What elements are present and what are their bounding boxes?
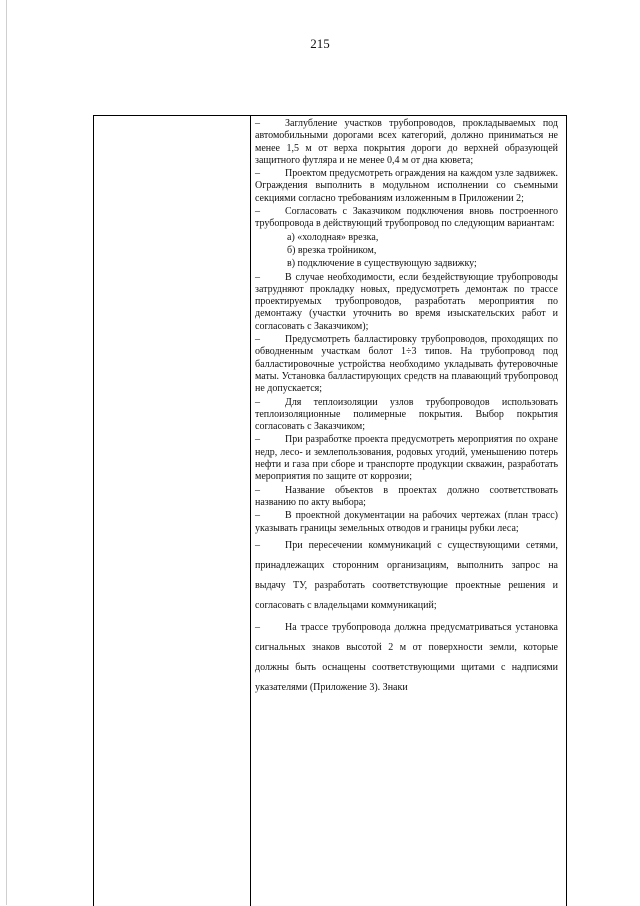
table-left-column [94, 116, 251, 906]
paragraph-bullet [255, 618, 558, 698]
paragraph-bullet [255, 397, 558, 434]
bullet-dash: – [255, 510, 260, 522]
paragraph-bullet [255, 118, 558, 167]
paragraph-text: Заглубление участков трубопроводов, прокладываемых под автомобильными дорогами всех категорий, должно приниматься не менее 1,5 м от верха покрытия дороги до верхней образующей защитного футляра и не менее 0,4 м от дна кювета; [255, 118, 558, 166]
page-number: 215 [310, 36, 330, 51]
scan-edge-line [6, 0, 7, 905]
paragraph-text: Для теплоизоляции узлов трубопроводов использовать теплоизоляционные полимерные покрытия. Выбор покрытия согласовать с Заказчиком; [255, 396, 558, 433]
paragraph-bullet [255, 168, 558, 205]
bullet-dash: – [255, 621, 260, 633]
paragraph-text: При пересечении коммуникаций с существующими сетями, принадлежащих сторонним организациям, выполнить запрос на выдачу ТУ, разработать соответствующие проектные решения и согласовать с владельцами коммуникаций; [255, 539, 558, 611]
bullet-dash: – [255, 271, 260, 283]
paragraph-text: Согласовать с Заказчиком подключения вновь построенного трубопровода в действующий трубопровод по следующим вариантам: [255, 206, 558, 230]
paragraph-bullet [255, 434, 558, 483]
bullet-dash: – [255, 396, 260, 408]
variant-item: а) «холодная» врезка, [287, 231, 379, 243]
table-right-column [255, 118, 558, 700]
paragraph-text: В проектной документации на рабочих чертежах (план трасс) указывать границы земельных отводов и границы рубки леса; [255, 510, 558, 534]
bullet-dash: – [255, 118, 260, 129]
bullet-dash: – [255, 206, 260, 218]
paragraph-bullet [255, 485, 558, 510]
paragraph-bullet [255, 536, 558, 616]
paragraph-text: Предусмотреть балластировку трубопроводов, проходящих по обводненным участкам болот 1÷3 типов. На трубопровод под балластировочные устройства необходимо укладывать футеровочные маты. Установка балластирующих средств на плавающий трубопровод не допускается; [255, 334, 558, 395]
bullet-dash: – [255, 484, 260, 496]
paragraph-bullet [255, 334, 558, 395]
bullet-dash: – [255, 334, 260, 346]
bullet-dash: – [255, 168, 260, 180]
paragraph-text: Название объектов в проектах должно соответствовать названию по акту выбора; [255, 484, 558, 508]
paragraph-bullet [255, 206, 558, 231]
variant-item: в) подключение в существующую задвижку; [287, 258, 477, 270]
paragraph-bullet [255, 272, 558, 333]
requirements-table [93, 115, 567, 906]
paragraph-text: На трассе трубопровода должна предусматриваться установка сигнальных знаков высотой 2 м от поверхности земли, которые должны быть оснащены соответствующими щитами с надписями указателями (Приложение 3). Знаки [255, 621, 558, 693]
bullet-dash: – [255, 434, 260, 446]
paragraph-text: Проектом предусмотреть ограждения на каждом узле задвижек. Ограждения выполнить в модульном исполнении со съемными секциями согласно требованиям изложенным в Приложении 2; [255, 168, 558, 204]
variant-item: б) врезка тройником, [287, 244, 377, 256]
paragraph-text: При разработке проекта предусмотреть мероприятия по охране недр, лесо- и землепользования, родовых угодий, уменьшению потерь нефти и газа при сборе и транспорте продукции скважин, разработать мероприятия по защите от коррозии; [255, 434, 558, 483]
bullet-dash: – [255, 539, 260, 551]
paragraph-text: В случае необходимости, если бездействующие трубопроводы затрудняют прокладку новых, предусмотреть демонтаж по трассе проектируемых трубопроводов, разработать мероприятия по демонтажу (участки уточнить во время изыскательских работ и согласовать с Заказчиком); [255, 271, 558, 332]
paragraph-bullet [255, 510, 558, 535]
